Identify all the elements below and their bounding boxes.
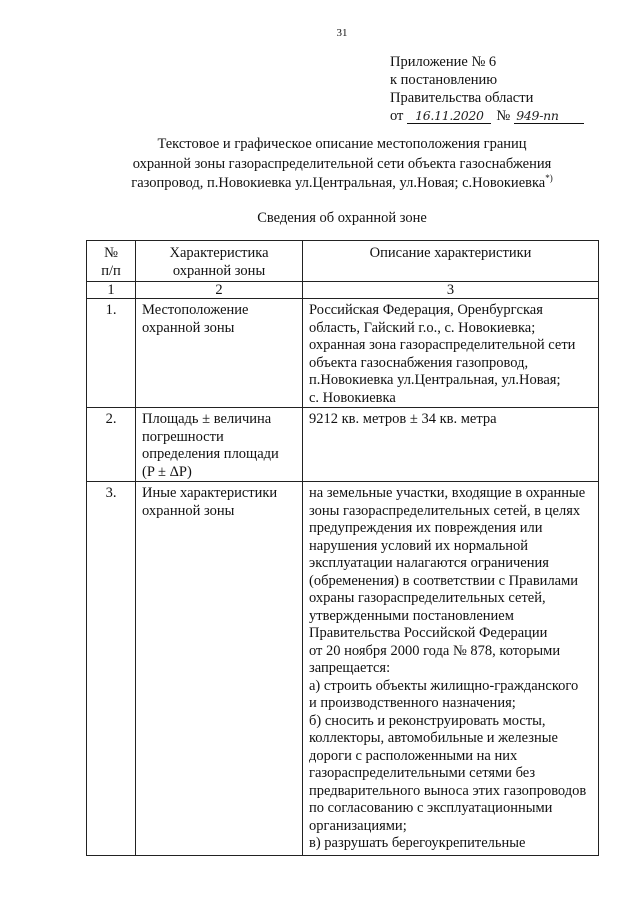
document-title — [86, 135, 598, 195]
handwritten-number: 949-пп — [514, 109, 584, 124]
row-number-cell — [87, 299, 136, 408]
column-number-1: 1 — [87, 282, 136, 299]
column-numbers-row — [87, 282, 599, 299]
section-heading: Сведения об охранной зоне — [257, 210, 427, 226]
row-description: Российская Федерация, Оренбургская область, Гайский г.о., с. Новокиевка; охранная зона газораспределительной сети объекта газоснабжения газопровод, п.Новокиевка ул.Центральная, ул.Новая; с. Новокиевка — [309, 302, 576, 406]
row-description: 9212 кв. метров ± 34 кв. метра — [309, 411, 497, 427]
footnote-mark: *) — [545, 173, 553, 183]
header-cell-characteristic — [136, 241, 303, 282]
appendix-line-3: Правительства области — [390, 90, 534, 106]
row-characteristic-cell — [136, 482, 303, 856]
column-number-3: 3 — [303, 282, 599, 299]
row-characteristic: Площадь ± величина погрешности определения площади (P ± ΔP) — [142, 411, 279, 480]
row-characteristic: Иные характеристики охранной зоны — [142, 485, 278, 519]
appendix-line-2: к постановлению — [390, 72, 498, 88]
number-prefix: № — [496, 108, 511, 124]
header-number-label: № п/п — [101, 245, 121, 279]
handwritten-date: 16.11.2020 — [407, 109, 491, 124]
table-row — [87, 482, 599, 856]
protection-zone-table — [86, 240, 599, 856]
row-characteristic: Местоположение охранной зоны — [142, 302, 249, 336]
row-number-cell — [87, 408, 136, 482]
header-description-label: Описание характеристики — [369, 245, 532, 261]
row-characteristic-cell — [136, 299, 303, 408]
row-number-cell — [87, 482, 136, 856]
row-description-cell — [303, 299, 599, 408]
appendix-line-1: Приложение № 6 — [390, 54, 497, 70]
header-characteristic-label: Характеристика охранной зоны — [169, 245, 269, 279]
row-number: 1. — [105, 302, 117, 318]
title-line-3-text: газопровод, п.Новокиевка ул.Центральная, ул.Новая; с.Новокиевка — [131, 175, 546, 191]
row-description-cell — [303, 482, 599, 856]
row-description-cell — [303, 408, 599, 482]
title-line-1: Текстовое и графическое описание местоположения границ — [157, 136, 527, 152]
table-header-row — [87, 241, 599, 282]
header-cell-description — [303, 241, 599, 282]
row-number: 2. — [105, 411, 117, 427]
row-characteristic-cell — [136, 408, 303, 482]
page-number: 31 — [336, 27, 348, 39]
header-cell-number — [87, 241, 136, 282]
row-description: на земельные участки, входящие в охранные зоны газораспределительных сетей, в целях предупреждения их повреждения или нарушения условий их нормальной эксплуатации налагаются ограничения (обременения) в соответствии с Правилами охраны газораспределительных сетей, утвержденными постановлением Правительства Российской Федерации от 20 ноября 2000 года № 878, которыми запрещается: а) строить объекты жилищно-гражданского и производственного назначения; б) сносить и реконструировать мосты, коллекторы, автомобильные и железные дороги с расположенными на них газораспределительными сетями без предварительного выноса этих газопроводов по согласованию с эксплуатационными организациями; в) разрушать берегоукрепительные — [309, 485, 587, 851]
appendix-block — [390, 53, 584, 125]
title-line-3 — [86, 174, 598, 195]
date-prefix: от — [390, 108, 404, 124]
table-row — [87, 299, 599, 408]
column-number-2: 2 — [136, 282, 303, 299]
title-line-2: охранной зоны газораспределительной сети объекта газоснабжения — [132, 155, 552, 172]
row-number: 3. — [105, 485, 117, 501]
table-row — [87, 408, 599, 482]
appendix-date-line — [390, 107, 584, 125]
